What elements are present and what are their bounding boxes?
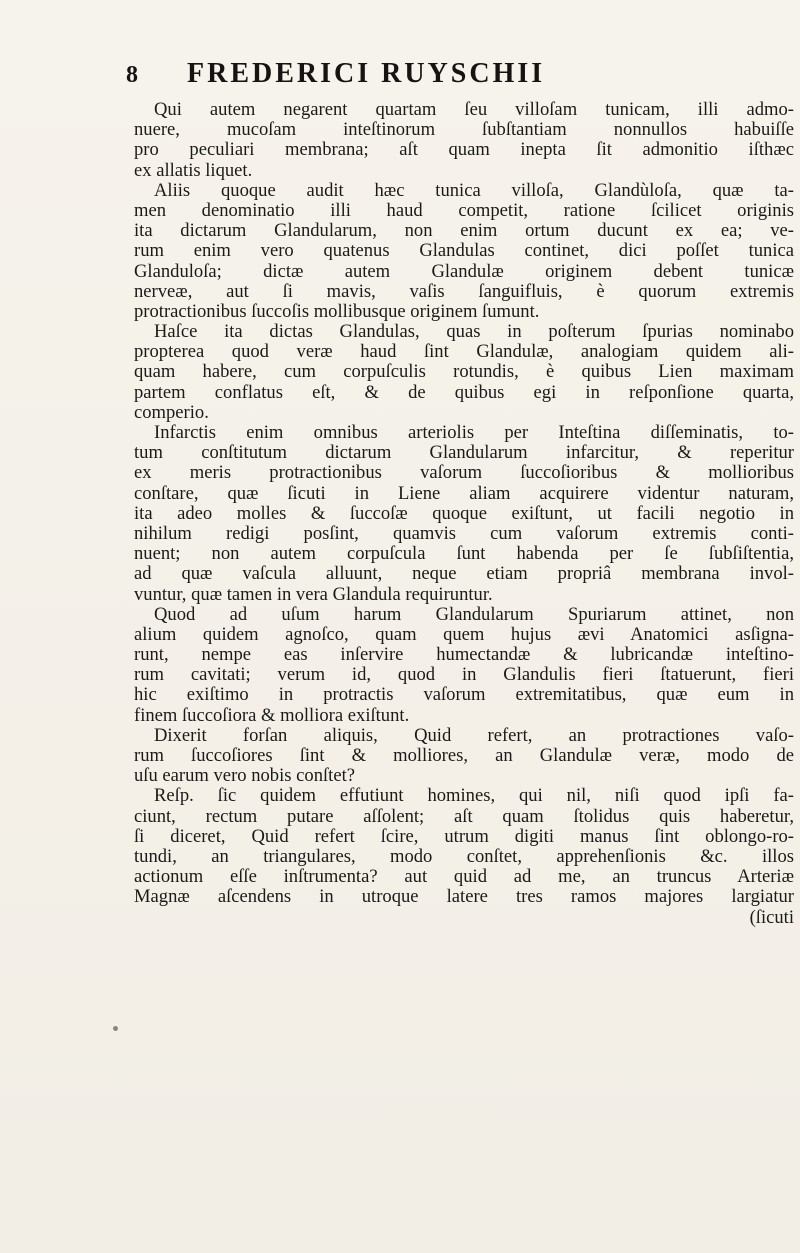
text-line: Reſp. ſic quidem effutiunt homines, qui nil, niſi quod ipſi fa- — [154, 785, 794, 807]
running-title: FREDERICI RUYSCHII — [187, 58, 546, 89]
text-line: Quod ad uſum harum Glandularum Spuriarum attinet, non — [154, 603, 794, 625]
ink-speck — [113, 1026, 118, 1031]
text-line: ſi diceret, Quid refert ſcire, utrum digiti manus ſint oblongo-ro- — [134, 825, 794, 847]
text-line: quam habere, cum corpuſculis rotundis, è quibus Lien maximam — [134, 361, 794, 383]
text-line: alium quidem agnoſco, quam quem hujus ævi Anatomici asſigna- — [134, 623, 794, 645]
text-line: ex meris protractionibus vaſorum ſuccoſioribus & mollioribus — [134, 462, 794, 484]
text-line: vuntur, quæ tamen in vera Glandula requiruntur. — [134, 583, 493, 605]
text-line: rum cavitati; verum id, quod in Glandulis fieri ſtatuerunt, fieri — [134, 664, 794, 686]
text-line: propterea quod veræ haud ſint Glandulæ, analogiam quidem ali- — [134, 341, 794, 363]
text-line: Glanduloſa; dictæ autem Glandulæ originem debent tunicæ — [134, 260, 794, 282]
text-line: ad quæ vaſcula alluunt, neque etiam propriâ membrana invol- — [134, 563, 794, 585]
text-line: ita adeo molles & ſuccoſæ quoque exiſtunt, ut facili negotio in — [134, 502, 794, 524]
text-line: Dixerit forſan aliquis, Quid refert, an protractiones vaſo- — [154, 724, 794, 746]
text-line: Aliis quoque audit hæc tunica villoſa, Glandùloſa, quæ ta- — [154, 179, 794, 201]
text-line: rum ſuccoſiores ſint & molliores, an Glandulæ veræ, modo de — [134, 745, 794, 766]
text-line: ciunt, rectum putare aſſolent; aſt quam ſtolidus quis haberetur, — [134, 805, 794, 827]
page-header — [126, 58, 786, 94]
text-line: Infarctis enim omnibus arteriolis per Inteſtina diſſeminatis, to- — [154, 422, 794, 443]
text-line: men denominatio illi haud competit, ratione ſcilicet originis — [134, 199, 794, 221]
text-line: comperio. — [134, 401, 209, 423]
text-line: tundi, an triangulares, modo conſtet, apprehenſionis &c. illos — [134, 845, 794, 867]
text-line: nuent; non autem corpuſcula ſunt habenda per ſe ſubſiſtentia, — [134, 543, 794, 565]
text-line: protractionibus ſuccoſis mollibusque originem ſumunt. — [134, 300, 540, 322]
text-line: uſu earum vero nobis conſtet? — [134, 765, 355, 787]
text-line: Qui autem negarent quartam ſeu villoſam tunicam, illi admo- — [154, 99, 794, 120]
text-line: nihilum redigi posſint, quamvis cum vaſorum extremis conti- — [134, 522, 794, 544]
text-line: pro peculiari membrana; aſt quam inepta ſit admonitio iſthæc — [134, 139, 794, 161]
text-line: finem ſuccoſiora & molliora exiſtunt. — [134, 704, 410, 726]
text-line: nuere, mucoſam inteſtinorum ſubſtantiam nonnullos habuiſſe — [134, 119, 794, 141]
text-line: actionum eſſe inſtrumenta? aut quid ad me, an truncus Arteriæ — [134, 866, 794, 888]
text-line: partem conflatus eſt, & de quibus egi in reſponſione quarta, — [134, 381, 794, 403]
text-line: ex allatis liquet. — [134, 159, 253, 181]
text-line: conſtare, quæ ſicuti in Liene aliam acquirere videntur naturam, — [134, 482, 794, 504]
text-line: Haſce ita dictas Glandulas, quas in poſterum ſpurias nominabo — [154, 321, 794, 343]
text-line: runt, nempe eas inſervire humectandæ & lubricandæ inteſtino- — [134, 644, 794, 666]
page-number: 8 — [126, 62, 138, 88]
text-line: Magnæ aſcendens in utroque latere tres ramos majores largiatur — [134, 886, 794, 908]
text-line: nerveæ, aut ſi mavis, vaſis ſanguifluis, è quorum extremis — [134, 280, 794, 302]
text-line: tum conſtitutum dictarum Glandularum infarcitur, & reperitur — [134, 442, 794, 464]
text-line: rum enim vero quatenus Glandulas continet, dici poſſet tunica — [134, 240, 794, 262]
catchword: (ſicuti — [749, 906, 794, 928]
text-line: ita dictarum Glandularum, non enim ortum ducunt ex ea; ve- — [134, 220, 794, 242]
text-line: hic exiſtimo in protractis vaſorum extremitatibus, quæ eum in — [134, 684, 794, 706]
body-text — [134, 100, 794, 928]
